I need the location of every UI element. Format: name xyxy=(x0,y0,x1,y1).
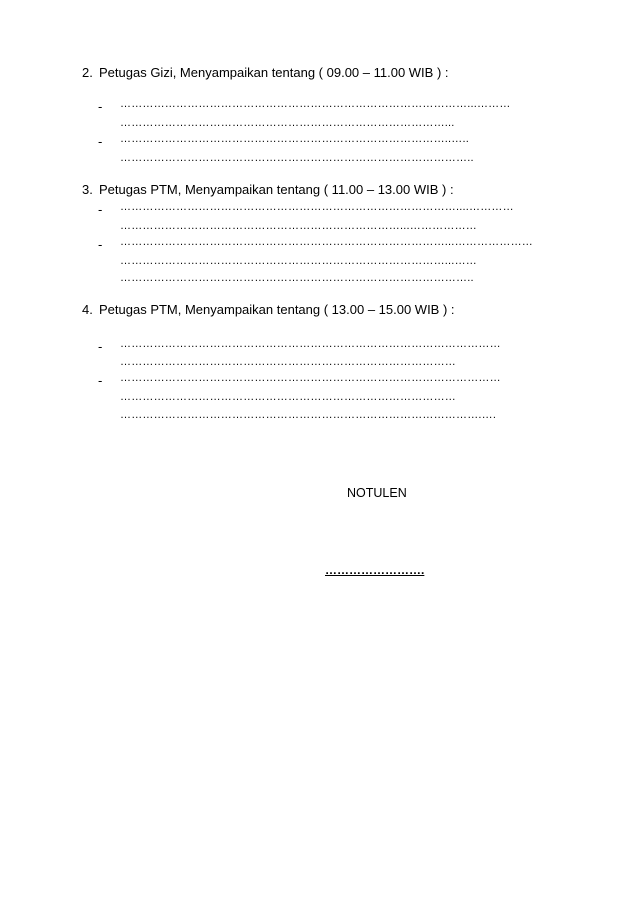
section-3-dotted-line-1: ………………………………………………………………………………....………… xyxy=(120,201,514,213)
section-4-dotted-line-2: ……………………………………………………………………………… xyxy=(120,356,456,368)
section-2-title: Petugas Gizi, Menyampaikan tentang ( 09.00 – 11.00 WIB ) : xyxy=(99,65,449,80)
section-2-bullet-1: - xyxy=(98,99,103,114)
section-2-dotted-line-2: ……………………………………………………………………………... xyxy=(120,117,455,129)
signature-placeholder: ……………………. xyxy=(325,563,425,577)
section-3-title: Petugas PTM, Menyampaikan tentang ( 11.00 – 13.00 WIB ) : xyxy=(99,182,454,197)
section-3-dotted-line-4: ……………………………………………………………………………...…… xyxy=(120,255,477,267)
section-3-bullet-2: - xyxy=(98,237,103,252)
section-2-number: 2. xyxy=(82,65,93,80)
section-4-heading xyxy=(82,302,455,317)
section-4-dotted-line-1: ………………………………………………………………………………………… xyxy=(120,338,501,350)
section-4-bullet-2: - xyxy=(98,373,103,388)
section-3-dotted-line-5: ………………………………………………………………………………….. xyxy=(120,272,474,284)
section-2-bullet-2: - xyxy=(98,134,103,149)
notulen-label: NOTULEN xyxy=(347,486,407,500)
section-2-dotted-line-4: ………………………………………………………………………………….. xyxy=(120,152,474,164)
section-3-dotted-line-3: ……………………………………………………………………………...………………… xyxy=(120,236,533,248)
section-2-dotted-line-1: …………………………………………………………………………………...……… xyxy=(120,98,511,110)
section-3-dotted-line-2: …………………………………………………………………...……………… xyxy=(120,220,477,232)
section-4-number: 4. xyxy=(82,302,93,317)
section-4-title: Petugas PTM, Menyampaikan tentang ( 13.00 – 15.00 WIB ) : xyxy=(99,302,455,317)
section-4-dotted-line-5: …………………………………………………………………………………….…. xyxy=(120,409,497,421)
section-4-dotted-line-4: ……………………………………………………………………………… xyxy=(120,391,456,403)
section-3-heading xyxy=(82,182,454,197)
section-4-bullet-1: - xyxy=(98,339,103,354)
section-4-dotted-line-3: ………………………………………………………………………………………… xyxy=(120,372,501,384)
section-3-number: 3. xyxy=(82,182,93,197)
section-2-heading xyxy=(82,65,449,80)
section-2-dotted-line-3: ……………………………………………………………………………..….. xyxy=(120,133,470,145)
section-3-bullet-1: - xyxy=(98,202,103,217)
